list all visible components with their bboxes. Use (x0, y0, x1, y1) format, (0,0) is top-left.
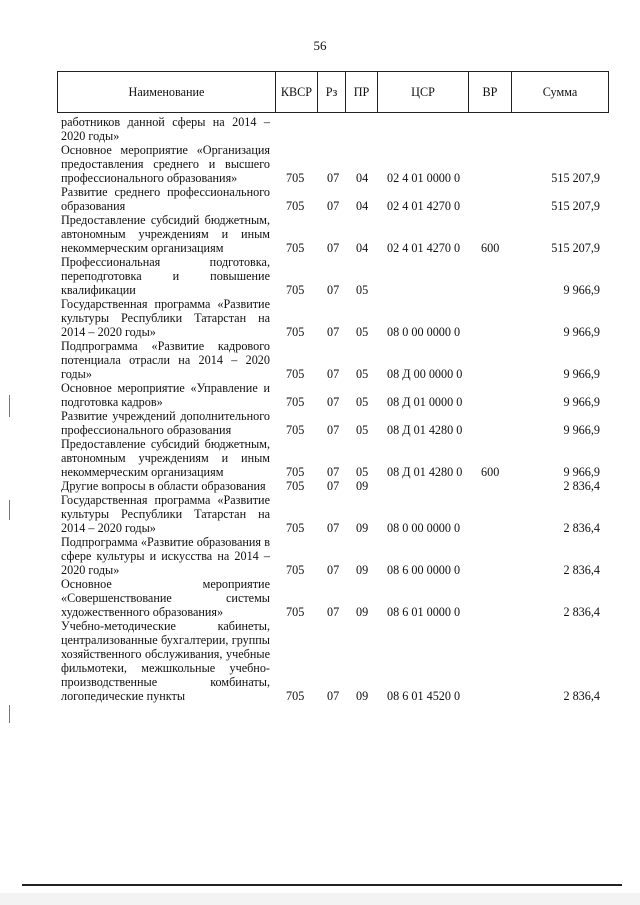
row-kvsr: 705 (286, 395, 305, 409)
row-rz: 07 (327, 465, 340, 479)
row-csr: 08 0 00 0000 0 (387, 325, 461, 339)
row-kvsr: 705 (286, 689, 305, 703)
row-rz: 07 (327, 689, 340, 703)
row-sum: 515 207,9 (551, 199, 600, 213)
table-body (0, 115, 640, 703)
row-name: Основное мероприятие «Управление и подготовка кадров» (61, 381, 270, 409)
row-csr: 02 4 01 0000 0 (387, 171, 461, 185)
row-rz: 07 (327, 423, 340, 437)
page-bottom-edge (0, 893, 640, 905)
page-bottom-rule (22, 884, 622, 886)
header-vr: ВР (469, 72, 512, 113)
table-row (0, 535, 640, 577)
row-sum: 515 207,9 (551, 171, 600, 185)
row-sum: 515 207,9 (551, 241, 600, 255)
row-pr: 09 (356, 605, 369, 619)
row-pr: 09 (356, 521, 369, 535)
row-sum: 2 836,4 (563, 479, 600, 493)
row-kvsr: 705 (286, 367, 305, 381)
table-row (0, 493, 640, 535)
table-row (0, 409, 640, 437)
row-csr: 08 Д 00 0000 0 (387, 367, 463, 381)
table-row (0, 381, 640, 409)
row-csr: 02 4 01 4270 0 (387, 241, 461, 255)
row-kvsr: 705 (286, 283, 305, 297)
row-pr: 05 (356, 283, 369, 297)
row-name: Профессиональная подготовка, переподготовка и повышение квалификации (61, 255, 270, 297)
row-rz: 07 (327, 395, 340, 409)
row-kvsr: 705 (286, 465, 305, 479)
table-row (0, 577, 640, 619)
header-kvsr: КВСР (276, 72, 318, 113)
row-name: Развитие учреждений дополнительного профессионального образования (61, 409, 270, 437)
row-sum: 9 966,9 (563, 367, 600, 381)
row-sum: 2 836,4 (563, 563, 600, 577)
row-csr: 08 6 01 4520 0 (387, 689, 461, 703)
row-sum: 2 836,4 (563, 605, 600, 619)
row-csr: 08 Д 01 4280 0 (387, 423, 463, 437)
header-name: Наименование (58, 72, 276, 113)
row-kvsr: 705 (286, 563, 305, 577)
header-csr: ЦСР (378, 72, 469, 113)
row-csr: 08 0 00 0000 0 (387, 521, 461, 535)
row-vr: 600 (481, 241, 500, 255)
row-csr: 08 Д 01 0000 0 (387, 395, 463, 409)
row-sum: 2 836,4 (563, 521, 600, 535)
row-name: Подпрограмма «Развитие кадрового потенциала отрасли на 2014 – 2020 годы» (61, 339, 270, 381)
header-pr: ПР (346, 72, 378, 113)
row-sum: 2 836,4 (563, 689, 600, 703)
row-sum: 9 966,9 (563, 325, 600, 339)
row-rz: 07 (327, 325, 340, 339)
row-sum: 9 966,9 (563, 395, 600, 409)
row-sum: 9 966,9 (563, 283, 600, 297)
row-name: Развитие среднего профессионального образования (61, 185, 270, 213)
row-kvsr: 705 (286, 479, 305, 493)
row-rz: 07 (327, 199, 340, 213)
row-pr: 05 (356, 465, 369, 479)
row-rz: 07 (327, 283, 340, 297)
row-pr: 09 (356, 479, 369, 493)
row-rz: 07 (327, 521, 340, 535)
row-name: Государственная программа «Развитие культуры Республики Татарстан на 2014 – 2020 годы» (61, 297, 270, 339)
row-name: работников данной сферы на 2014 – 2020 годы» (61, 115, 270, 143)
row-kvsr: 705 (286, 521, 305, 535)
table-row (0, 619, 640, 703)
table-row (0, 255, 640, 297)
row-name: Предоставление субсидий бюджетным, автономным учреждениям и иным некоммерческим организациям (61, 213, 270, 255)
row-pr: 05 (356, 325, 369, 339)
table-row (0, 437, 640, 479)
row-name: Подпрограмма «Развитие образования в сфере культуры и искусства на 2014 – 2020 годы» (61, 535, 270, 577)
row-kvsr: 705 (286, 199, 305, 213)
row-csr: 02 4 01 4270 0 (387, 199, 461, 213)
row-pr: 04 (356, 171, 369, 185)
scan-margin-mark (9, 705, 10, 723)
header-rz: Рз (318, 72, 346, 113)
row-kvsr: 705 (286, 325, 305, 339)
row-pr: 05 (356, 367, 369, 381)
row-name: Учебно-методические кабинеты, централизованные бухгалтерии, группы хозяйственного обслуживания, учебные фильмотеки, межшкольные учебно-производственные комбинаты, логопедические пункты (61, 619, 270, 703)
row-rz: 07 (327, 563, 340, 577)
row-rz: 07 (327, 367, 340, 381)
row-csr: 08 6 00 0000 0 (387, 563, 461, 577)
row-pr: 09 (356, 689, 369, 703)
row-pr: 05 (356, 423, 369, 437)
table-header (57, 71, 609, 113)
row-kvsr: 705 (286, 241, 305, 255)
row-rz: 07 (327, 171, 340, 185)
row-name: Государственная программа «Развитие культуры Республики Татарстан на 2014 – 2020 годы» (61, 493, 270, 535)
table-row (0, 115, 640, 143)
row-vr: 600 (481, 465, 500, 479)
row-csr: 08 Д 01 4280 0 (387, 465, 463, 479)
row-pr: 09 (356, 563, 369, 577)
table-row (0, 143, 640, 185)
table-row (0, 339, 640, 381)
page-number: 56 (313, 38, 327, 53)
row-rz: 07 (327, 479, 340, 493)
table-row (0, 297, 640, 339)
row-name: Основное мероприятие «Организация предоставления среднего и высшего профессионального образования» (61, 143, 270, 185)
row-kvsr: 705 (286, 605, 305, 619)
header-sum: Сумма (512, 72, 609, 113)
row-name: Основное мероприятие «Совершенствование системы художественного образования» (61, 577, 270, 619)
row-sum: 9 966,9 (563, 423, 600, 437)
table-row (0, 213, 640, 255)
row-pr: 04 (356, 241, 369, 255)
table-row (0, 185, 640, 213)
row-kvsr: 705 (286, 423, 305, 437)
scan-margin-mark (9, 395, 10, 417)
row-pr: 04 (356, 199, 369, 213)
scan-margin-mark (9, 500, 10, 520)
row-csr: 08 6 01 0000 0 (387, 605, 461, 619)
row-name: Предоставление субсидий бюджетным, автономным учреждениям и иным некоммерческим организациям (61, 437, 270, 479)
row-name: Другие вопросы в области образования (61, 479, 266, 493)
row-rz: 07 (327, 241, 340, 255)
table-row (0, 479, 640, 493)
row-pr: 05 (356, 395, 369, 409)
row-kvsr: 705 (286, 171, 305, 185)
row-rz: 07 (327, 605, 340, 619)
row-sum: 9 966,9 (563, 465, 600, 479)
